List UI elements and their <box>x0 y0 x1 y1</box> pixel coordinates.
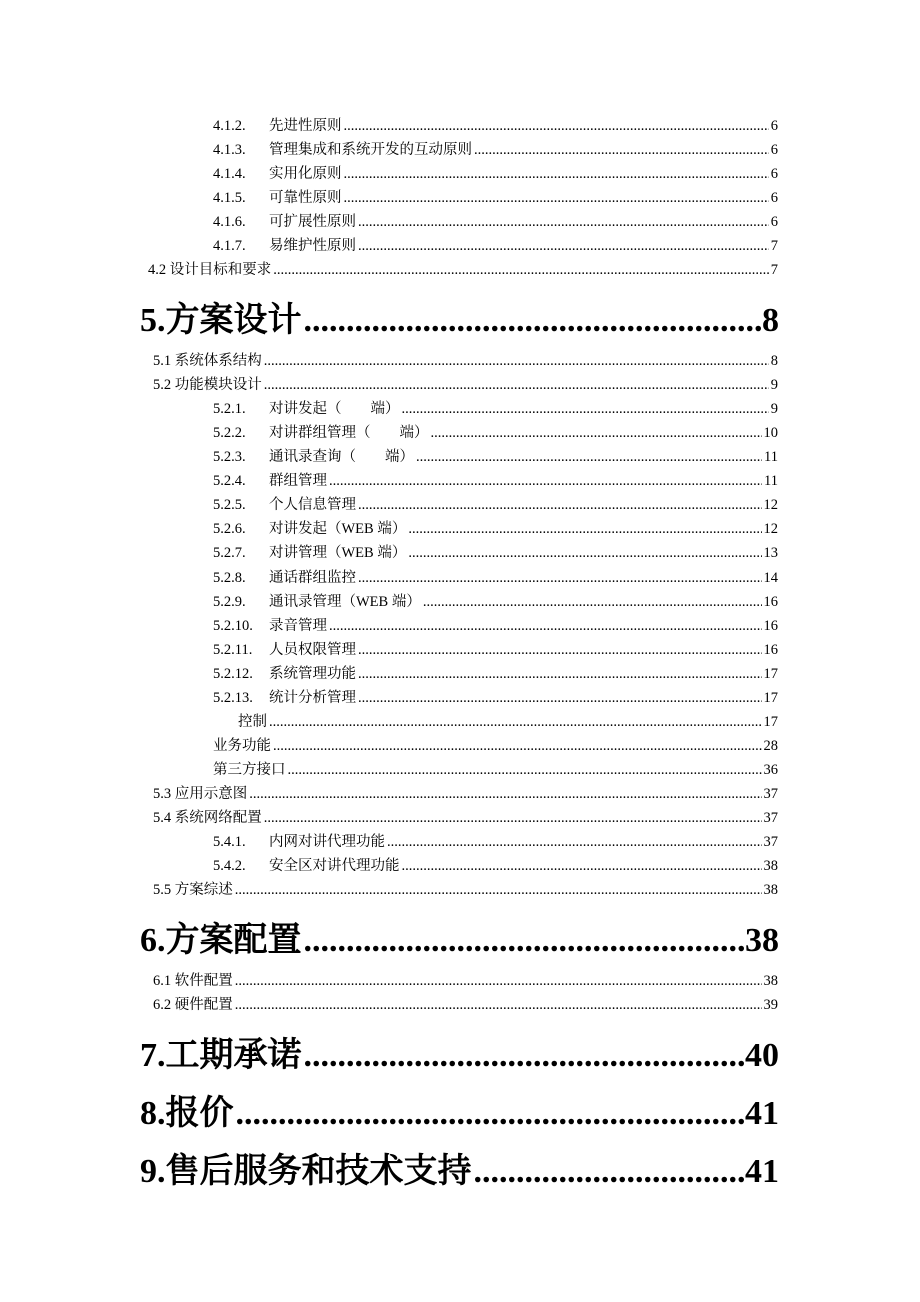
toc-entry-number: 5.2.4. <box>213 473 246 489</box>
leader-dots <box>402 858 762 875</box>
toc-entry[interactable] <box>213 566 778 590</box>
leader-dots <box>344 166 769 183</box>
toc-entry-page: 37 <box>763 786 778 802</box>
toc-entry[interactable] <box>213 138 778 162</box>
toc-entry-number: 5.2.2. <box>213 425 246 441</box>
toc-entry-number: 4.1.5. <box>213 190 246 206</box>
toc-entry-title: 易维护性原则 <box>269 238 356 254</box>
toc-entry-title: 对讲发起（WEB 端） <box>269 521 407 537</box>
leader-dots <box>288 762 762 779</box>
leader-dots <box>273 262 769 279</box>
leader-dots <box>416 449 762 466</box>
leader-dots <box>235 997 762 1014</box>
toc-entry-number: 5.2.5. <box>213 497 246 513</box>
toc-entry-page: 7 <box>770 262 778 278</box>
leader-dots <box>474 1153 746 1191</box>
toc-entry-5-4[interactable] <box>153 806 778 830</box>
toc-entry-title: 通讯录管理（WEB 端） <box>269 594 421 610</box>
toc-entry-page: 6 <box>770 166 778 182</box>
toc-entry-title: 5.2 功能模块设计 <box>153 377 262 393</box>
toc-entry-page: 6 <box>770 214 778 230</box>
toc-entry-title: 通话群组监控 <box>269 570 356 586</box>
leader-dots <box>264 377 769 394</box>
toc-entry-title: 4.2 设计目标和要求 <box>148 262 272 278</box>
toc-entry-number: 4.1.3. <box>213 142 246 158</box>
toc-entry-page: 9 <box>770 401 778 417</box>
leader-dots <box>408 521 761 538</box>
toc-entry-page: 12 <box>763 497 778 513</box>
leader-dots <box>358 642 762 659</box>
toc-entry[interactable] <box>213 541 778 565</box>
toc-entry-number: 4.1.4. <box>213 166 246 182</box>
toc-chapter-9[interactable] <box>140 1143 779 1193</box>
toc-entry-6-1[interactable] <box>153 969 778 993</box>
toc-entry-number: 4.1.6. <box>213 214 246 230</box>
toc-entry-page: 9 <box>770 377 778 393</box>
leader-dots <box>264 353 769 370</box>
toc-entry-number: 4.1.7. <box>213 238 246 254</box>
toc-entry-page: 11 <box>764 449 778 465</box>
toc-entry-page: 38 <box>763 858 778 874</box>
toc-entry[interactable] <box>213 421 778 445</box>
toc-entry-page: 38 <box>763 973 778 989</box>
leader-dots <box>423 594 762 611</box>
toc-entry-number: 5.2.10. <box>213 618 253 634</box>
chapter-title: 7.工期承诺 <box>140 1037 302 1074</box>
toc-chapter-8[interactable] <box>140 1085 779 1135</box>
toc-chapter-5[interactable] <box>140 292 779 342</box>
toc-entry-page: 6 <box>770 118 778 134</box>
toc-entry[interactable] <box>213 614 778 638</box>
toc-entry-page: 13 <box>763 545 778 561</box>
toc-entry-page: 16 <box>763 594 778 610</box>
toc-entry-third-party[interactable] <box>213 758 778 782</box>
toc-entry[interactable] <box>213 234 778 258</box>
chapter-title: 9.售后服务和技术支持 <box>140 1153 472 1190</box>
toc-entry-page: 17 <box>763 690 778 706</box>
leader-dots <box>235 973 762 990</box>
toc-entry-title: 实用化原则 <box>269 166 342 182</box>
toc-entry-number: 5.2.8. <box>213 570 246 586</box>
toc-entry-page: 17 <box>763 714 778 730</box>
toc-entry-page: 7 <box>770 238 778 254</box>
toc-entry-number: 5.2.12. <box>213 666 253 682</box>
toc-entry[interactable] <box>213 186 778 210</box>
leader-dots <box>269 714 762 731</box>
toc-entry-number: 4.1.2. <box>213 118 246 134</box>
leader-dots <box>431 425 762 442</box>
toc-entry-title: 5.3 应用示意图 <box>153 786 248 802</box>
toc-entry-title: 统计分析管理 <box>269 690 356 706</box>
chapter-title: 6.方案配置 <box>140 922 302 959</box>
toc-entry[interactable] <box>213 590 778 614</box>
toc-entry-number: 5.2.1. <box>213 401 246 417</box>
toc-entry-title: 6.2 硬件配置 <box>153 997 233 1013</box>
toc-entry-number: 5.2.3. <box>213 449 246 465</box>
toc-entry-page: 10 <box>763 425 778 441</box>
toc-entry-title: 录音管理 <box>269 618 327 634</box>
toc-entry-title: 安全区对讲代理功能 <box>269 858 400 874</box>
leader-dots <box>329 473 762 490</box>
toc-entry-page: 36 <box>763 762 778 778</box>
toc-entry-title: 对讲发起（ 端） <box>269 401 400 417</box>
toc-entry-title: 通讯录查询（ 端） <box>269 449 414 465</box>
toc-entry-title: 对讲管理（WEB 端） <box>269 545 407 561</box>
toc-entry[interactable] <box>213 162 778 186</box>
toc-entry-page: 8 <box>770 353 778 369</box>
toc-entry-number: 5.2.11. <box>213 642 253 658</box>
leader-dots <box>358 238 769 255</box>
toc-entry-page: 6 <box>770 142 778 158</box>
toc-entry-number: 5.2.9. <box>213 594 246 610</box>
leader-dots <box>387 834 762 851</box>
toc-entry-page: 6 <box>770 190 778 206</box>
toc-entry-page: 37 <box>763 834 778 850</box>
toc-entry-title: 群组管理 <box>269 473 327 489</box>
toc-entry-title: 内网对讲代理功能 <box>269 834 385 850</box>
toc-entry-5-1[interactable] <box>153 349 778 373</box>
leader-dots <box>358 690 762 707</box>
leader-dots <box>474 142 769 159</box>
toc-entry-business[interactable] <box>213 734 778 758</box>
toc-entry-control[interactable] <box>238 710 778 734</box>
chapter-title: 8.报价 <box>140 1095 234 1132</box>
toc-entry[interactable] <box>213 830 778 854</box>
toc-entry-title: 6.1 软件配置 <box>153 973 233 989</box>
leader-dots <box>304 302 763 340</box>
chapter-title: 5.方案设计 <box>140 302 302 339</box>
toc-entry-number: 5.4.2. <box>213 858 246 874</box>
toc-entry-title: 人员权限管理 <box>269 642 356 658</box>
toc-entry[interactable] <box>213 114 778 138</box>
toc-entry-title: 个人信息管理 <box>269 497 356 513</box>
leader-dots <box>249 786 761 803</box>
leader-dots <box>358 570 762 587</box>
toc-chapter-7[interactable] <box>140 1027 779 1077</box>
toc-entry-title: 5.4 系统网络配置 <box>153 810 262 826</box>
toc-entry-page: 39 <box>763 997 778 1013</box>
toc-entry-page: 11 <box>764 473 778 489</box>
leader-dots <box>329 618 762 635</box>
leader-dots <box>358 214 769 231</box>
toc-entry[interactable] <box>213 662 778 686</box>
leader-dots <box>358 666 762 683</box>
toc-entry-5-2[interactable] <box>153 373 778 397</box>
toc-entry-page: 28 <box>763 738 778 754</box>
toc-entry-title: 5.5 方案综述 <box>153 882 233 898</box>
leader-dots <box>235 882 762 899</box>
toc-entry[interactable] <box>213 686 778 710</box>
toc-entry-6-2[interactable] <box>153 993 778 1017</box>
chapter-page: 41 <box>745 1153 779 1190</box>
toc-entry-title: 5.1 系统体系结构 <box>153 353 262 369</box>
toc-entry-title: 对讲群组管理（ 端） <box>269 425 429 441</box>
toc-entry-title: 先进性原则 <box>269 118 342 134</box>
leader-dots <box>273 738 762 755</box>
toc-entry[interactable] <box>213 210 778 234</box>
toc-entry[interactable] <box>213 638 778 662</box>
toc-entry-title: 控制 <box>238 714 267 730</box>
toc-entry-4-2[interactable] <box>148 258 778 282</box>
leader-dots <box>344 118 769 135</box>
chapter-page: 40 <box>745 1037 779 1074</box>
toc-entry-page: 12 <box>763 521 778 537</box>
toc-entry[interactable] <box>213 493 778 517</box>
toc-entry[interactable] <box>213 469 778 493</box>
leader-dots <box>344 190 769 207</box>
toc-entry[interactable] <box>213 445 778 469</box>
toc-entry-page: 16 <box>763 618 778 634</box>
chapter-page: 8 <box>762 302 779 339</box>
toc-entry-page: 14 <box>763 570 778 586</box>
toc-entry-title: 第三方接口 <box>213 762 286 778</box>
leader-dots <box>402 401 769 418</box>
toc-entry-page: 16 <box>763 642 778 658</box>
chapter-page: 38 <box>745 922 779 959</box>
toc-entry-number: 5.2.7. <box>213 545 246 561</box>
chapter-page: 41 <box>745 1095 779 1132</box>
leader-dots <box>264 810 762 827</box>
leader-dots <box>304 1037 746 1075</box>
toc-entry-5-5[interactable] <box>153 878 778 902</box>
leader-dots <box>358 497 762 514</box>
toc-entry-title: 系统管理功能 <box>269 666 356 682</box>
toc-entry-number: 5.4.1. <box>213 834 246 850</box>
toc-entry-number: 5.2.6. <box>213 521 246 537</box>
toc-entry[interactable] <box>213 397 778 421</box>
toc-entry-title: 业务功能 <box>213 738 271 754</box>
toc-entry-5-3[interactable] <box>153 782 778 806</box>
leader-dots <box>408 545 761 562</box>
toc-entry-page: 37 <box>763 810 778 826</box>
leader-dots <box>236 1095 746 1133</box>
leader-dots <box>304 922 746 960</box>
toc-entry-page: 38 <box>763 882 778 898</box>
toc-chapter-6[interactable] <box>140 912 779 962</box>
toc-entry-title: 可靠性原则 <box>269 190 342 206</box>
toc-entry-page: 17 <box>763 666 778 682</box>
toc-entry-number: 5.2.13. <box>213 690 253 706</box>
toc-entry[interactable] <box>213 854 778 878</box>
toc-entry-title: 可扩展性原则 <box>269 214 356 230</box>
toc-entry-title: 管理集成和系统开发的互动原则 <box>269 142 472 158</box>
toc-entry[interactable] <box>213 517 778 541</box>
